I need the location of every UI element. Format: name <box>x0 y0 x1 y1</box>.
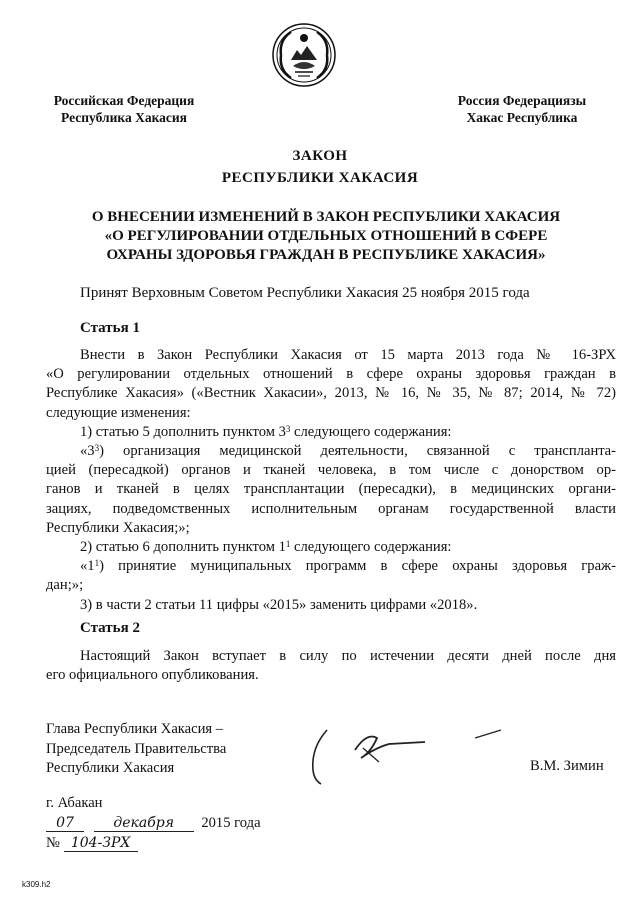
law-subject <box>46 208 606 265</box>
article-1-body <box>46 346 616 615</box>
paragraph-line: Внести в Закон Республики Хакасия от 15 марта 2013 года № 16-ЗРХ <box>80 347 616 363</box>
handwritten-signature-icon <box>305 718 510 788</box>
footer-code: k309.h2 <box>22 880 51 889</box>
header-left <box>40 92 208 126</box>
paragraph-line: 2) статью 6 дополнить пунктом $1^1$ следующего содержания: <box>80 539 452 556</box>
paragraph-line: Республике Хакасия» («Вестник Хакасии», 2013, № 16, № 35, № 87; 2014, № 72) <box>46 385 616 402</box>
header-right <box>440 92 604 126</box>
signing-date <box>46 815 261 832</box>
header-right-line1: Россия Федерациязы <box>457 93 587 108</box>
number-value: 104-ЗРХ <box>64 835 138 852</box>
paragraph-line: 3) в части 2 статьи 11 цифры «2015» заменить цифрами «2018». <box>80 596 478 613</box>
number-prefix: № <box>46 835 60 851</box>
doc-title-republic: РЕСПУБЛИКИ ХАКАСИЯ <box>221 170 419 186</box>
position-line: Республики Хакасия <box>46 760 175 776</box>
law-number <box>46 835 138 852</box>
paragraph-line: ганов и тканей в целях трансплантации (пересадки), в медицинских органи- <box>46 481 616 498</box>
paragraph-line: цией (пересадкой) органов и тканей человека, в том числе с донорством ор- <box>46 462 616 479</box>
signing-place: г. Абакан <box>46 795 103 811</box>
position-line: Председатель Правительства <box>46 740 227 757</box>
position-line: Глава Республики Хакасия – <box>46 721 224 737</box>
date-day: 07 <box>46 815 84 832</box>
subject-line: «О РЕГУЛИРОВАНИИ ОТДЕЛЬНЫХ ОТНОШЕНИЙ В СФЕРЕ <box>104 228 548 244</box>
paragraph-line: дан;»; <box>46 577 84 594</box>
header-left-line2: Республика Хакасия <box>61 110 187 125</box>
article-2-heading: Статья 2 <box>80 620 140 636</box>
subject-line: О ВНЕСЕНИИ ИЗМЕНЕНИЙ В ЗАКОН РЕСПУБЛИКИ ХАКАСИЯ <box>91 209 561 225</box>
paragraph-line: Настоящий Закон вступает в силу по истечении десяти дней после дня <box>80 648 616 664</box>
adoption-note: Принят Верховным Советом Республики Хакасия 25 ноября 2015 года <box>80 285 530 301</box>
paragraph-line: Республики Хакасия;»; <box>46 519 190 536</box>
header-left-line1: Российская Федерация <box>53 93 195 108</box>
paragraph-line: «$1^1$) принятие муниципальных программ в сфере охраны здоровья граж- <box>80 558 616 575</box>
paragraph-line: зациях, подведомственных исполнительным органам государственной власти <box>46 500 616 517</box>
header-right-line2: Хакас Республика <box>466 110 578 125</box>
article-1-heading: Статья 1 <box>80 320 140 336</box>
republic-emblem-icon <box>271 22 337 88</box>
date-year: 2015 года <box>201 815 261 831</box>
signatory-position <box>46 720 226 779</box>
paragraph-line: «О регулировании отдельных отношений в сфере охраны здоровья граждан в <box>46 366 616 383</box>
subject-line: ОХРАНЫ ЗДОРОВЬЯ ГРАЖДАН В РЕСПУБЛИКЕ ХАКАСИЯ» <box>106 247 546 263</box>
signatory-name: В.М. Зимин <box>530 758 604 774</box>
paragraph-line: «$3^3$) организация медицинской деятельности, связанной с трансплантa- <box>80 443 616 460</box>
doc-title-law: ЗАКОН <box>292 148 348 164</box>
paragraph-line: его официального опубликования. <box>46 667 259 684</box>
article-2-body <box>46 647 616 685</box>
date-month: декабря <box>94 815 194 832</box>
paragraph-line: 1) статью 5 дополнить пунктом $3^3$ следующего содержания: <box>80 423 452 440</box>
paragraph-line: следующие изменения: <box>46 404 191 421</box>
